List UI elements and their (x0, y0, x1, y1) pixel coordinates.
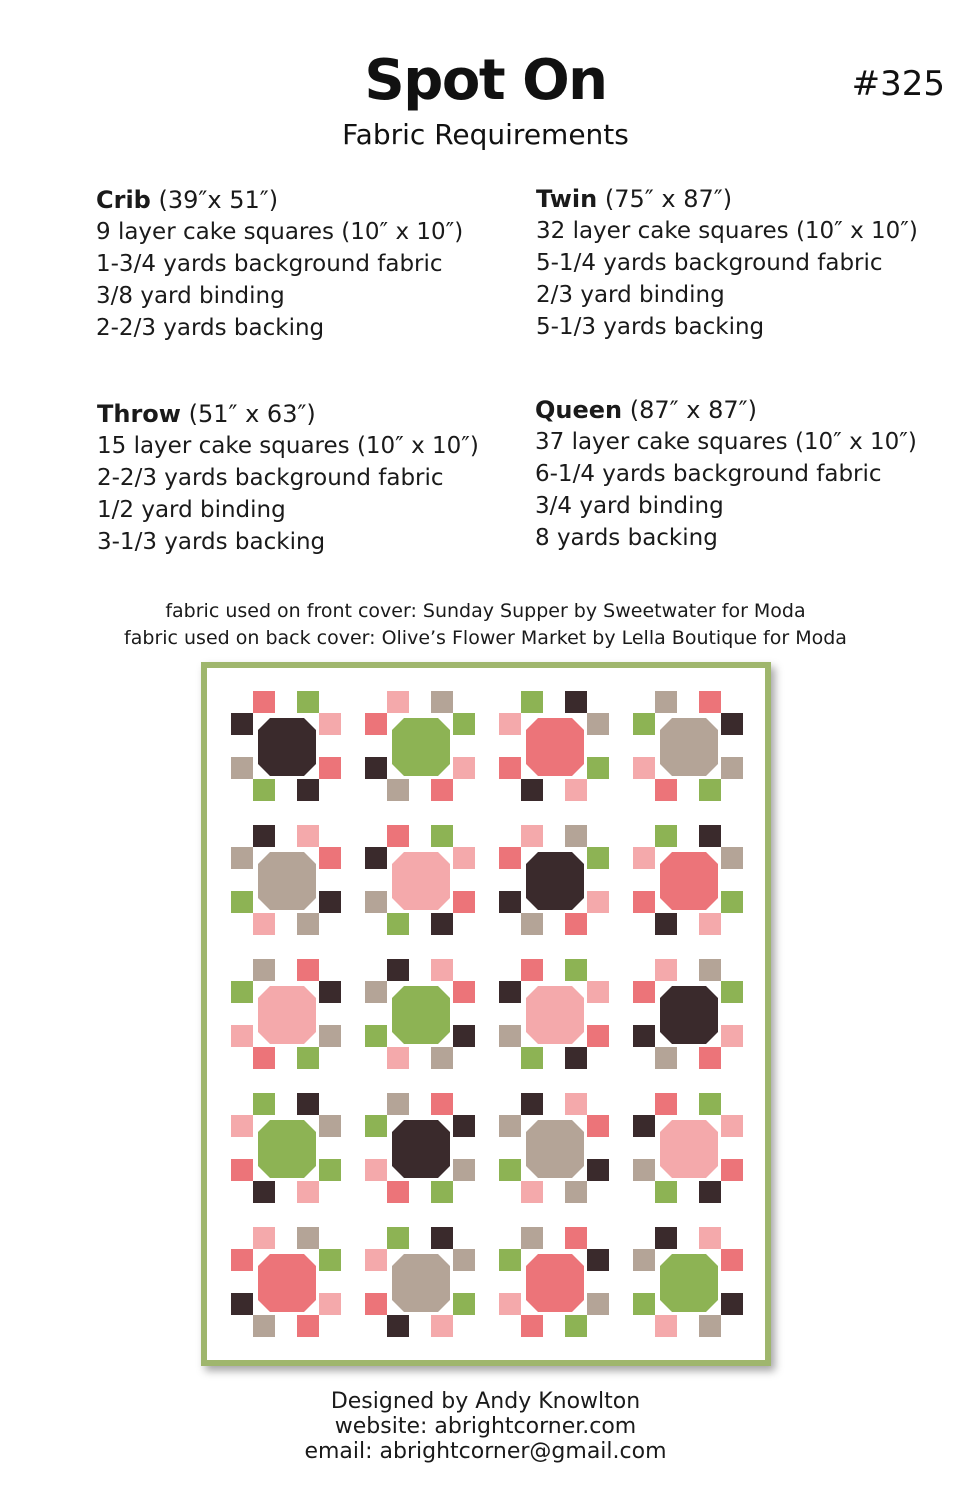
quilt-square (587, 1249, 609, 1271)
quilt-square (387, 1093, 409, 1115)
quilt-square (565, 1227, 587, 1249)
size-heading (97, 398, 527, 430)
quilt-square (699, 1093, 721, 1115)
quilt-square (655, 1315, 677, 1337)
quilt-square (587, 981, 609, 1003)
quilt-square (231, 1159, 253, 1181)
quilt-square (453, 1249, 475, 1271)
quilt-square (521, 1227, 543, 1249)
quilt-square (499, 1249, 521, 1271)
quilt-square (253, 1315, 275, 1337)
quilt-square (431, 1181, 453, 1203)
quilt-square (655, 1093, 677, 1115)
quilt-square (699, 959, 721, 981)
quilt-square (319, 1159, 341, 1181)
quilt-square (565, 1181, 587, 1203)
quilt-square (431, 1227, 453, 1249)
size-block-throw (97, 398, 527, 558)
size-name: Throw (97, 400, 181, 428)
quilt-square (521, 825, 543, 847)
quilt-square (633, 981, 655, 1003)
size-name: Queen (535, 396, 623, 424)
quilt-square (319, 1293, 341, 1315)
quilt-square (453, 713, 475, 735)
quilt-square (521, 1093, 543, 1115)
requirement-line: 6-1/4 yards background fabric (535, 461, 882, 487)
quilt-square (297, 1093, 319, 1115)
quilt-square (365, 847, 387, 869)
quilt-square (565, 1047, 587, 1069)
size-dimensions: (75″ x 87″) (604, 185, 733, 213)
quilt-square (319, 713, 341, 735)
requirement-line: 3/8 yard binding (96, 283, 285, 309)
requirement-line: 3/4 yard binding (535, 493, 724, 519)
quilt-square (499, 981, 521, 1003)
size-dimensions: (51″ x 63″) (188, 400, 316, 428)
quilt-spot (392, 1120, 450, 1178)
quilt-square (499, 713, 521, 735)
quilt-square (721, 1159, 743, 1181)
size-heading (96, 184, 526, 216)
quilt-square (565, 825, 587, 847)
quilt-square (453, 1115, 475, 1137)
requirement-line: 1/2 yard binding (97, 497, 286, 523)
quilt-square (319, 1115, 341, 1137)
quilt-square (721, 1115, 743, 1137)
quilt-square (521, 1047, 543, 1069)
quilt-square (633, 1159, 655, 1181)
requirement-line: 2-2/3 yards background fabric (97, 465, 444, 491)
quilt-square (387, 959, 409, 981)
back-cover-fabric-credit: fabric used on back cover: Olive’s Flower Market by Lella Boutique for Moda (124, 627, 847, 649)
quilt-square (365, 757, 387, 779)
quilt-square (565, 1315, 587, 1337)
quilt-square (655, 1181, 677, 1203)
quilt-square (655, 825, 677, 847)
size-block-crib (96, 184, 526, 344)
requirement-line: 32 layer cake squares (10″ x 10″) (536, 218, 918, 244)
quilt-square (297, 959, 319, 981)
quilt-square (253, 959, 275, 981)
quilt-square (521, 691, 543, 713)
quilt-square (633, 1293, 655, 1315)
quilt-square (297, 913, 319, 935)
quilt-square (521, 959, 543, 981)
quilt-square (431, 691, 453, 713)
quilt-square (587, 757, 609, 779)
quilt-square (453, 981, 475, 1003)
requirement-line: 5-1/3 yards backing (536, 314, 765, 340)
quilt-square (297, 691, 319, 713)
quilt-square (231, 1293, 253, 1315)
quilt-square (387, 825, 409, 847)
quilt-spot (258, 1120, 316, 1178)
quilt-square (253, 1047, 275, 1069)
size-heading (536, 183, 966, 215)
quilt-square (453, 1159, 475, 1181)
quilt-square (253, 1227, 275, 1249)
quilt-spot (258, 986, 316, 1044)
requirement-line: 9 layer cake squares (10″ x 10″) (96, 219, 464, 245)
quilt-spot (526, 1120, 584, 1178)
quilt-spot (526, 1254, 584, 1312)
quilt-square (387, 1227, 409, 1249)
quilt-spot (392, 852, 450, 910)
quilt-square (297, 1227, 319, 1249)
quilt-square (699, 913, 721, 935)
quilt-square (297, 779, 319, 801)
quilt-square (633, 847, 655, 869)
quilt-square (365, 713, 387, 735)
quilt-spot (526, 852, 584, 910)
requirement-line: 1-3/4 yards background fabric (96, 251, 443, 277)
quilt-square (431, 1093, 453, 1115)
quilt-svg (201, 662, 771, 1366)
quilt-square (365, 981, 387, 1003)
quilt-square (453, 891, 475, 913)
page-subtitle: Fabric Requirements (342, 118, 629, 151)
quilt-square (699, 825, 721, 847)
quilt-square (587, 1025, 609, 1047)
quilt-square (231, 757, 253, 779)
quilt-square (587, 1293, 609, 1315)
quilt-square (319, 847, 341, 869)
quilt-square (319, 891, 341, 913)
size-block-queen (535, 394, 965, 554)
quilt-square (297, 1047, 319, 1069)
requirement-line: 37 layer cake squares (10″ x 10″) (535, 429, 917, 455)
quilt-square (633, 713, 655, 735)
size-dimensions: (87″ x 87″) (629, 396, 757, 424)
quilt-square (387, 779, 409, 801)
quilt-square (365, 1293, 387, 1315)
quilt-square (565, 779, 587, 801)
quilt-square (365, 1115, 387, 1137)
quilt-spot (258, 718, 316, 776)
quilt-square (253, 691, 275, 713)
quilt-square (387, 1047, 409, 1069)
quilt-square (721, 847, 743, 869)
quilt-square (253, 913, 275, 935)
quilt-square (565, 913, 587, 935)
size-dimensions: (39″x 51″) (158, 186, 279, 214)
front-cover-fabric-credit: fabric used on front cover: Sunday Supper by Sweetwater for Moda (165, 600, 806, 622)
quilt-square (721, 981, 743, 1003)
quilt-square (253, 1093, 275, 1115)
quilt-square (297, 1181, 319, 1203)
quilt-spot (660, 1254, 718, 1312)
quilt-spot (526, 718, 584, 776)
quilt-square (521, 913, 543, 935)
requirement-line: 15 layer cake squares (10″ x 10″) (97, 433, 479, 459)
size-name: Crib (96, 186, 151, 214)
quilt-square (231, 1025, 253, 1047)
quilt-square (655, 691, 677, 713)
quilt-square (431, 825, 453, 847)
quilt-square (521, 779, 543, 801)
quilt-square (499, 847, 521, 869)
quilt-square (297, 825, 319, 847)
requirement-line: 2-2/3 yards backing (96, 315, 325, 341)
size-heading (535, 394, 965, 426)
quilt-square (721, 1025, 743, 1047)
quilt-square (521, 1315, 543, 1337)
size-block-twin (536, 183, 966, 343)
requirement-line: 2/3 yard binding (536, 282, 725, 308)
quilt-square (699, 779, 721, 801)
quilt-spot (526, 986, 584, 1044)
quilt-square (231, 891, 253, 913)
quilt-square (453, 847, 475, 869)
quilt-square (587, 1115, 609, 1137)
quilt-spot (392, 986, 450, 1044)
quilt-square (655, 1227, 677, 1249)
quilt-spot (660, 718, 718, 776)
quilt-square (721, 891, 743, 913)
requirement-line: 8 yards backing (535, 525, 718, 551)
quilt-square (253, 1181, 275, 1203)
quilt-square (699, 1315, 721, 1337)
quilt-square (699, 691, 721, 713)
quilt-square (499, 1025, 521, 1047)
quilt-square (587, 1159, 609, 1181)
quilt-illustration (201, 662, 771, 1366)
quilt-square (253, 825, 275, 847)
quilt-square (231, 1249, 253, 1271)
quilt-square (587, 713, 609, 735)
quilt-square (633, 1249, 655, 1271)
quilt-square (565, 959, 587, 981)
quilt-square (721, 1249, 743, 1271)
quilt-square (231, 981, 253, 1003)
quilt-square (521, 1181, 543, 1203)
quilt-square (565, 1093, 587, 1115)
quilt-square (319, 1025, 341, 1047)
designer-credit: Designed by Andy Knowlton (330, 1389, 641, 1414)
quilt-square (365, 1159, 387, 1181)
quilt-square (431, 913, 453, 935)
quilt-square (699, 1181, 721, 1203)
quilt-square (297, 1315, 319, 1337)
quilt-square (387, 1181, 409, 1203)
quilt-square (587, 847, 609, 869)
pattern-number: #325 (851, 64, 945, 104)
quilt-spot (258, 852, 316, 910)
quilt-square (699, 1227, 721, 1249)
quilt-square (387, 913, 409, 935)
quilt-square (499, 757, 521, 779)
quilt-square (655, 779, 677, 801)
quilt-square (633, 757, 655, 779)
quilt-spot (660, 986, 718, 1044)
quilt-square (319, 757, 341, 779)
quilt-spot (258, 1254, 316, 1312)
quilt-spot (392, 1254, 450, 1312)
quilt-square (431, 959, 453, 981)
quilt-square (453, 1025, 475, 1047)
quilt-square (431, 1315, 453, 1337)
quilt-square (387, 1315, 409, 1337)
quilt-square (365, 1249, 387, 1271)
quilt-square (565, 691, 587, 713)
quilt-square (231, 713, 253, 735)
quilt-square (365, 891, 387, 913)
requirement-line: 5-1/4 yards background fabric (536, 250, 883, 276)
quilt-square (453, 757, 475, 779)
quilt-square (633, 1025, 655, 1047)
quilt-square (655, 1047, 677, 1069)
quilt-square (721, 1293, 743, 1315)
quilt-square (633, 891, 655, 913)
quilt-square (499, 1159, 521, 1181)
quilt-square (431, 1047, 453, 1069)
quilt-square (453, 1293, 475, 1315)
website-line: website: abrightcorner.com (334, 1414, 637, 1439)
quilt-square (721, 757, 743, 779)
quilt-square (365, 1025, 387, 1047)
quilt-square (699, 1047, 721, 1069)
quilt-square (655, 959, 677, 981)
quilt-square (253, 779, 275, 801)
quilt-square (499, 1115, 521, 1137)
email-line: email: abrightcorner@gmail.com (304, 1439, 667, 1464)
quilt-square (633, 1115, 655, 1137)
quilt-spot (392, 718, 450, 776)
requirement-line: 3-1/3 yards backing (97, 529, 326, 555)
quilt-square (319, 1249, 341, 1271)
quilt-square (231, 847, 253, 869)
quilt-square (655, 913, 677, 935)
quilt-square (387, 691, 409, 713)
quilt-square (231, 1115, 253, 1137)
quilt-square (499, 891, 521, 913)
quilt-square (319, 981, 341, 1003)
quilt-square (587, 891, 609, 913)
quilt-square (431, 779, 453, 801)
pattern-title: Spot On (364, 48, 607, 113)
quilt-square (499, 1293, 521, 1315)
quilt-square (721, 713, 743, 735)
quilt-spot (660, 1120, 718, 1178)
quilt-spot (660, 852, 718, 910)
size-name: Twin (536, 185, 598, 213)
